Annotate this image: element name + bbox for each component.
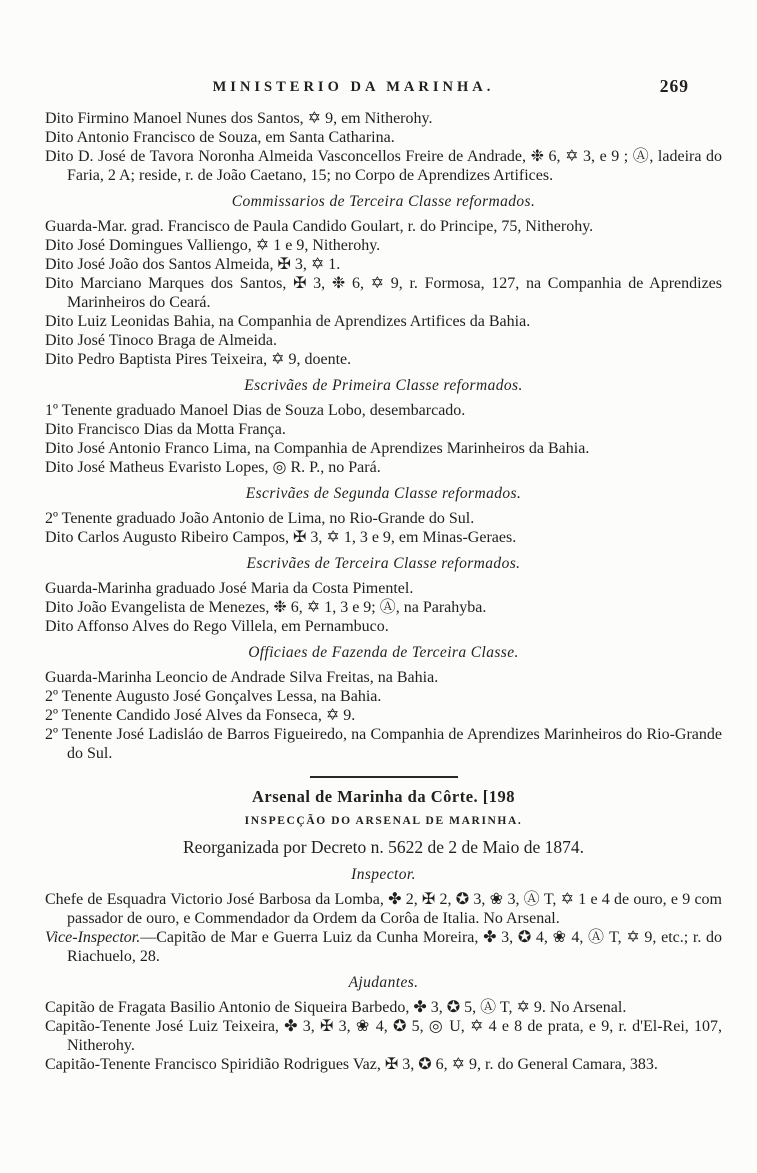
list-item: Dito José João dos Santos Almeida, ✠ 3, ✡ 1.	[45, 256, 341, 273]
list-item: Dito José Matheus Evaristo Lopes, ◎ R. P., no Pará.	[45, 459, 381, 476]
heading-inspector: Inspector.	[351, 866, 416, 883]
list-item: Dito D. José de Tavora Noronha Almeida Vasconcellos Freire de Andrade, ❉ 6, ✡ 3, e 9 ; Ⓐ, ladeira do Faria, 2 A; reside, r. de João Caetano, 15; no Corpo de Aprendizes Artifices.	[45, 148, 722, 184]
list-item: Capitão-Tenente José Luiz Teixeira, ✤ 3, ✠ 3, ❀ 4, ✪ 5, ◎ U, ✡ 4 e 8 de prata, e 9, r. d'El-Rei, 107, Nitherohy.	[45, 1018, 722, 1054]
page-header	[45, 78, 722, 100]
list-item: Dito Carlos Augusto Ribeiro Campos, ✠ 3, ✡ 1, 3 e 9, em Minas-Geraes.	[45, 529, 517, 546]
list-item: Dito Firmino Manoel Nunes dos Santos, ✡ 9, em Nitherohy.	[45, 110, 433, 127]
list-item: Capitão de Fragata Basilio Antonio de Siqueira Barbedo, ✤ 3, ✪ 5, Ⓐ T, ✡ 9. No Arsenal.	[45, 999, 627, 1016]
page-number: 269	[659, 76, 689, 96]
list-item: Guarda-Marinha Leoncio de Andrade Silva Freitas, na Bahia.	[45, 669, 439, 686]
list-item: 2º Tenente Candido José Alves da Fonseca, ✡ 9.	[45, 707, 356, 724]
list-item: Guarda-Mar. grad. Francisco de Paula Candido Goulart, r. do Principe, 75, Nitherohy.	[45, 218, 594, 235]
list-item: 1º Tenente graduado Manoel Dias de Souza Lobo, desembarcado.	[45, 402, 466, 419]
heading-escrivaes-primeira-classe: Escrivães de Primeira Classe reformados.	[244, 377, 523, 394]
list-item: Chefe de Esquadra Victorio José Barbosa da Lomba, ✤ 2, ✠ 2, ✪ 3, ❀ 3, Ⓐ T, ✡ 1 e 4 de ouro, e 9 com passador de ouro, e Commendador da Ordem da Corôa de Italia. No Arsenal.	[45, 891, 722, 927]
list-item: Dito José Domingues Valliengo, ✡ 1 e 9, Nitherohy.	[45, 237, 381, 254]
list-item: Dito José Antonio Franco Lima, na Companhia de Aprendizes Marinheiros da Bahia.	[45, 440, 590, 457]
heading-ajudantes: Ajudantes.	[348, 974, 419, 991]
list-item: Dito Francisco Dias da Motta França.	[45, 421, 286, 438]
heading-commissarios-terceira-classe: Commissarios de Terceira Classe reformados.	[231, 193, 536, 210]
arsenal-title-text: Arsenal de Marinha da Côrte.	[251, 787, 479, 806]
list-item: Dito Pedro Baptista Pires Teixeira, ✡ 9, doente.	[45, 351, 352, 368]
list-item: Capitão-Tenente Francisco Spiridião Rodrigues Vaz, ✠ 3, ✪ 6, ✡ 9, r. do General Camara, 383.	[45, 1056, 658, 1073]
list-item: Dito João Evangelista de Menezes, ❉ 6, ✡ 1, 3 e 9; Ⓐ, na Parahyba.	[45, 599, 487, 616]
list-item: Guarda-Marinha graduado José Maria da Costa Pimentel.	[45, 580, 414, 597]
list-item: Dito Luiz Leonidas Bahia, na Companhia de Aprendizes Artifices da Bahia.	[45, 313, 531, 330]
list-item: Dito José Tinoco Braga de Almeida.	[45, 332, 277, 349]
heading-escrivaes-segunda-classe: Escrivães de Segunda Classe reformados.	[245, 485, 522, 502]
list-item: 2º Tenente Augusto José Gonçalves Lessa, na Bahia.	[45, 688, 382, 705]
list-item: 2º Tenente graduado João Antonio de Lima, no Rio-Grande do Sul.	[45, 510, 475, 527]
section-divider	[310, 776, 458, 778]
vice-inspector-text: —Capitão de Mar e Guerra Luiz da Cunha Moreira, ✤ 3, ✪ 4, ❀ 4, Ⓐ T, ✡ 9, etc.; r. do Riachuelo, 28.	[67, 929, 722, 965]
vice-inspector-label: Vice-Inspector.	[45, 929, 141, 946]
arsenal-ref-number: [198	[482, 787, 516, 806]
heading-escrivaes-terceira-classe: Escrivães de Terceira Classe reformados.	[246, 555, 521, 572]
list-item: 2º Tenente José Ladisláo de Barros Figueiredo, na Companhia de Aprendizes Marinheiros do Rio-Grande do Sul.	[45, 726, 722, 762]
list-item: Dito Antonio Francisco de Souza, em Santa Catharina.	[45, 129, 395, 146]
arsenal-title	[45, 787, 722, 807]
list-item	[45, 928, 722, 966]
running-title: MINISTERIO DA MARINHA.	[212, 79, 495, 95]
list-item: Dito Marciano Marques dos Santos, ✠ 3, ❉ 6, ✡ 9, r. Formosa, 127, na Companhia de Aprendizes Marinheiros do Ceará.	[45, 275, 722, 311]
decree-line: Reorganizada por Decreto n. 5622 de 2 de Maio de 1874.	[182, 837, 585, 857]
heading-officiaes-fazenda: Officiaes de Fazenda de Terceira Classe.	[248, 644, 519, 661]
list-item: Dito Affonso Alves do Rego Villela, em Pernambuco.	[45, 618, 389, 635]
arsenal-subtitle: INSPECÇÃO DO ARSENAL DE MARINHA.	[244, 815, 523, 827]
